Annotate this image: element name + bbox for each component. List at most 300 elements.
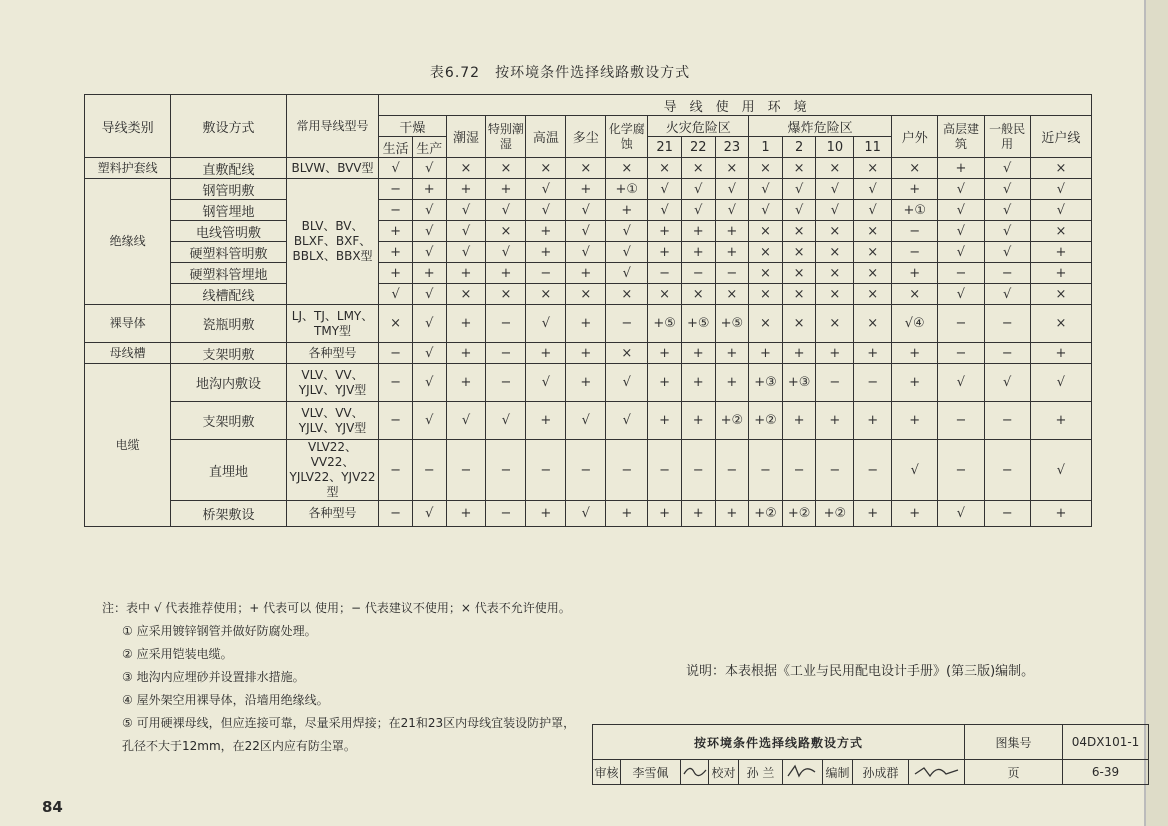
header-dusty: 多尘	[566, 116, 606, 158]
suitability-cell: √④	[892, 305, 938, 343]
header-zone: 2	[782, 137, 816, 158]
laying-method-cell: 直埋地	[171, 440, 287, 501]
suitability-cell: +⑤	[681, 305, 715, 343]
suitability-cell: √	[854, 200, 892, 221]
suitability-cell: √	[681, 179, 715, 200]
table-row	[85, 179, 1092, 200]
suitability-cell: +	[715, 242, 749, 263]
editor-signature	[909, 760, 965, 785]
suitability-cell: −	[526, 440, 566, 501]
table-row	[85, 402, 1092, 440]
suitability-cell: −	[606, 305, 648, 343]
suitability-cell: +	[648, 501, 682, 527]
suitability-cell: √	[379, 158, 413, 179]
suitability-cell: +	[566, 179, 606, 200]
conductor-model: BLVW、BVV型	[286, 158, 378, 179]
suitability-cell: √	[984, 158, 1030, 179]
header-laying-method: 敷设方式	[171, 95, 287, 158]
suitability-cell: √	[606, 364, 648, 402]
suitability-cell: ×	[648, 284, 682, 305]
suitability-cell: −	[984, 343, 1030, 364]
suitability-cell: +	[892, 343, 938, 364]
laying-method-cell: 直敷配线	[171, 158, 287, 179]
suitability-cell: −	[379, 402, 413, 440]
suitability-cell: √	[892, 440, 938, 501]
suitability-cell: √	[606, 263, 648, 284]
suitability-cell: ×	[486, 284, 526, 305]
notes-block	[102, 597, 575, 758]
suitability-cell: ×	[782, 242, 816, 263]
suitability-cell: −	[379, 364, 413, 402]
suitability-cell: −	[486, 440, 526, 501]
header-living: 生活	[379, 137, 413, 158]
suitability-cell: +	[892, 364, 938, 402]
table-row	[85, 221, 1092, 242]
note-legend: 注：表中 √ 代表推荐使用；+ 代表可以 使用；− 代表建议不使用；× 代表不允许使用。	[102, 601, 571, 615]
suitability-cell: +	[681, 221, 715, 242]
suitability-cell: √	[681, 200, 715, 221]
suitability-cell: +	[715, 221, 749, 242]
suitability-cell: −	[379, 179, 413, 200]
suitability-cell: √	[816, 200, 854, 221]
suitability-cell: +	[446, 343, 486, 364]
header-service-line: 近户线	[1030, 116, 1091, 158]
header-zone: 22	[681, 137, 715, 158]
reviewer-signature	[681, 760, 709, 785]
atlas-number: 04DX101-1	[1063, 725, 1149, 760]
suitability-cell: √	[816, 179, 854, 200]
suitability-cell: √	[412, 284, 446, 305]
suitability-cell: ×	[782, 284, 816, 305]
suitability-cell: ×	[1030, 158, 1091, 179]
suitability-cell: ×	[1030, 284, 1091, 305]
suitability-cell: +	[606, 200, 648, 221]
suitability-cell: +	[379, 221, 413, 242]
suitability-cell: −	[938, 305, 984, 343]
suitability-cell: +	[526, 242, 566, 263]
binding-edge	[1144, 0, 1168, 826]
suitability-cell: √	[606, 242, 648, 263]
suitability-cell: ×	[749, 221, 783, 242]
suitability-cell: √	[984, 179, 1030, 200]
suitability-cell: +	[1030, 242, 1091, 263]
header-zone: 21	[648, 137, 682, 158]
suitability-cell: ×	[749, 263, 783, 284]
suitability-cell: +	[892, 179, 938, 200]
suitability-cell: +	[446, 263, 486, 284]
conductor-model: VLV、VV、YJLV、YJV型	[286, 364, 378, 402]
header-production: 生产	[412, 137, 446, 158]
suitability-cell: √	[526, 179, 566, 200]
wiring-method-table	[84, 94, 1092, 527]
conductor-group: 电缆	[85, 364, 171, 527]
suitability-cell: √	[1030, 200, 1091, 221]
checker-signature	[783, 760, 823, 785]
suitability-cell: ×	[566, 158, 606, 179]
header-common-model: 常用导线型号	[286, 95, 378, 158]
suitability-cell: +	[892, 501, 938, 527]
suitability-cell: +	[1030, 343, 1091, 364]
suitability-cell: +	[648, 402, 682, 440]
laying-method-cell: 硬塑料管埋地	[171, 263, 287, 284]
suitability-cell: −	[486, 305, 526, 343]
suitability-cell: +	[379, 242, 413, 263]
suitability-cell: √	[938, 200, 984, 221]
book-page-number: 84	[42, 798, 63, 816]
laying-method-cell: 硬塑料管明敷	[171, 242, 287, 263]
conductor-model: BLV、BV、BLXF、BXF、BBLX、BBX型	[286, 179, 378, 305]
editor-name: 孙成群	[853, 760, 909, 785]
suitability-cell: −	[486, 364, 526, 402]
header-conductor-type: 导线类别	[85, 95, 171, 158]
table-row	[85, 501, 1092, 527]
suitability-cell: +	[782, 343, 816, 364]
table-row	[85, 440, 1092, 501]
table-row	[85, 343, 1092, 364]
suitability-cell: +	[446, 501, 486, 527]
laying-method-cell: 线槽配线	[171, 284, 287, 305]
suitability-cell: √	[566, 221, 606, 242]
conductor-model: 各种型号	[286, 343, 378, 364]
conductor-group: 母线槽	[85, 343, 171, 364]
suitability-cell: √	[938, 284, 984, 305]
suitability-cell: √	[379, 284, 413, 305]
suitability-cell: +	[892, 402, 938, 440]
suitability-cell: −	[892, 221, 938, 242]
suitability-cell: +⑤	[715, 305, 749, 343]
suitability-cell: ×	[715, 284, 749, 305]
table-row	[85, 284, 1092, 305]
suitability-cell: −	[486, 501, 526, 527]
suitability-cell: √	[1030, 440, 1091, 501]
suitability-cell: −	[606, 440, 648, 501]
conductor-group: 裸导体	[85, 305, 171, 343]
header-special-humid: 特别潮湿	[486, 116, 526, 158]
conductor-group: 塑料护套线	[85, 158, 171, 179]
suitability-cell: +	[412, 179, 446, 200]
suitability-cell: √	[526, 305, 566, 343]
suitability-cell: ×	[379, 305, 413, 343]
suitability-cell: √	[749, 200, 783, 221]
suitability-cell: −	[984, 402, 1030, 440]
suitability-cell: √	[566, 501, 606, 527]
laying-method-cell: 支架明敷	[171, 402, 287, 440]
suitability-cell: +	[446, 305, 486, 343]
suitability-cell: √	[446, 402, 486, 440]
suitability-cell: √	[938, 364, 984, 402]
suitability-cell: −	[681, 263, 715, 284]
suitability-cell: −	[526, 263, 566, 284]
header-outdoor: 户外	[892, 116, 938, 158]
header-corrosive: 化学腐蚀	[606, 116, 648, 158]
suitability-cell: √	[938, 179, 984, 200]
suitability-cell: −	[681, 440, 715, 501]
suitability-cell: ×	[566, 284, 606, 305]
suitability-cell: √	[412, 501, 446, 527]
suitability-cell: ×	[486, 221, 526, 242]
suitability-cell: +	[681, 242, 715, 263]
suitability-cell: +	[715, 501, 749, 527]
review-label: 审核	[593, 760, 621, 785]
table-body	[85, 158, 1092, 527]
suitability-cell: −	[379, 343, 413, 364]
laying-method-cell: 瓷瓶明敷	[171, 305, 287, 343]
suitability-cell: +	[749, 343, 783, 364]
suitability-cell: √	[412, 402, 446, 440]
laying-method-cell: 桥架敷设	[171, 501, 287, 527]
suitability-cell: +②	[749, 501, 783, 527]
suitability-cell: √	[984, 200, 1030, 221]
header-zone: 10	[816, 137, 854, 158]
suitability-cell: √	[566, 242, 606, 263]
atlas-label: 图集号	[965, 725, 1063, 760]
suitability-cell: √	[566, 402, 606, 440]
suitability-cell: √	[412, 364, 446, 402]
suitability-cell: ×	[854, 221, 892, 242]
table-row	[85, 263, 1092, 284]
suitability-cell: −	[749, 440, 783, 501]
suitability-cell: −	[816, 364, 854, 402]
suitability-cell: ×	[816, 158, 854, 179]
suitability-cell: −	[892, 242, 938, 263]
suitability-cell: √	[412, 305, 446, 343]
suitability-cell: +	[566, 364, 606, 402]
suitability-cell: ×	[486, 158, 526, 179]
header-zone: 11	[854, 137, 892, 158]
suitability-cell: ×	[606, 343, 648, 364]
suitability-cell: √	[606, 221, 648, 242]
suitability-cell: −	[486, 343, 526, 364]
suitability-cell: √	[526, 364, 566, 402]
suitability-cell: +	[681, 364, 715, 402]
suitability-cell: −	[984, 501, 1030, 527]
suitability-cell: +	[816, 402, 854, 440]
suitability-cell: ×	[782, 263, 816, 284]
note-item: 孔径不大于12mm，在22区内应有防尘罩。	[122, 739, 356, 753]
suitability-cell: √	[486, 402, 526, 440]
suitability-cell: √	[648, 200, 682, 221]
note-item: ④ 屋外架空用裸导体，沿墙用绝缘线。	[122, 693, 329, 707]
suitability-cell: ×	[782, 221, 816, 242]
suitability-cell: +	[486, 263, 526, 284]
edit-label: 编制	[823, 760, 853, 785]
suitability-cell: ×	[854, 263, 892, 284]
suitability-cell: √	[715, 179, 749, 200]
suitability-cell: −	[782, 440, 816, 501]
title-block	[592, 724, 1149, 785]
suitability-cell: √	[486, 242, 526, 263]
suitability-cell: +	[715, 364, 749, 402]
suitability-cell: √	[715, 200, 749, 221]
suitability-cell: √	[412, 200, 446, 221]
suitability-cell: −	[412, 440, 446, 501]
header-humid: 潮湿	[446, 116, 486, 158]
suitability-cell: √	[446, 242, 486, 263]
suitability-cell: −	[854, 364, 892, 402]
suitability-cell: +	[379, 263, 413, 284]
suitability-cell: √	[566, 200, 606, 221]
suitability-cell: +	[526, 343, 566, 364]
suitability-cell: −	[379, 200, 413, 221]
suitability-cell: +	[1030, 263, 1091, 284]
suitability-cell: ×	[749, 305, 783, 343]
signature-mark	[912, 762, 962, 780]
suitability-cell: +①	[892, 200, 938, 221]
suitability-cell: √	[938, 242, 984, 263]
header-zone: 1	[749, 137, 783, 158]
suitability-cell: +	[526, 501, 566, 527]
suitability-cell: √	[446, 221, 486, 242]
note-item: ① 应采用镀锌钢管并做好防腐处理。	[122, 624, 317, 638]
suitability-cell: +②	[782, 501, 816, 527]
suitability-cell: +	[1030, 501, 1091, 527]
header-high-rise: 高层建筑	[938, 116, 984, 158]
suitability-cell: +	[566, 305, 606, 343]
suitability-cell: +	[486, 179, 526, 200]
suitability-cell: √	[984, 364, 1030, 402]
suitability-cell: ×	[892, 284, 938, 305]
suitability-cell: ×	[1030, 305, 1091, 343]
suitability-cell: +③	[749, 364, 783, 402]
suitability-cell: √	[1030, 364, 1091, 402]
suitability-cell: −	[648, 440, 682, 501]
suitability-cell: √	[1030, 179, 1091, 200]
suitability-cell: +	[566, 263, 606, 284]
suitability-cell: ×	[749, 158, 783, 179]
suitability-cell: ×	[606, 284, 648, 305]
suitability-cell: ×	[854, 284, 892, 305]
suitability-cell: ×	[749, 284, 783, 305]
suitability-cell: ×	[749, 242, 783, 263]
conductor-model: VLV、VV、YJLV、YJV型	[286, 402, 378, 440]
suitability-cell: √	[412, 343, 446, 364]
suitability-cell: +	[526, 402, 566, 440]
conductor-model: VLV22、VV22、YJLV22、YJV22型	[286, 440, 378, 501]
suitability-cell: √	[984, 221, 1030, 242]
laying-method-cell: 电线管明敷	[171, 221, 287, 242]
header-dry: 干燥	[379, 116, 446, 137]
table-row	[85, 200, 1092, 221]
suitability-cell: √	[526, 200, 566, 221]
suitability-cell: +	[854, 343, 892, 364]
suitability-cell: ×	[681, 158, 715, 179]
suitability-cell: +	[938, 158, 984, 179]
suitability-cell: √	[854, 179, 892, 200]
suitability-cell: −	[648, 263, 682, 284]
suitability-cell: ×	[782, 158, 816, 179]
suitability-cell: +	[648, 242, 682, 263]
laying-method-cell: 支架明敷	[171, 343, 287, 364]
header-zone: 23	[715, 137, 749, 158]
suitability-cell: +	[715, 343, 749, 364]
suitability-cell: −	[984, 305, 1030, 343]
header-high-temp: 高温	[526, 116, 566, 158]
suitability-cell: +	[412, 263, 446, 284]
header-environment: 导 线 使 用 环 境	[379, 95, 1092, 116]
suitability-cell: −	[984, 440, 1030, 501]
suitability-cell: ×	[854, 242, 892, 263]
suitability-cell: ×	[526, 158, 566, 179]
note-item: ② 应采用铠装电缆。	[122, 647, 233, 661]
suitability-cell: +	[526, 221, 566, 242]
conductor-model: LJ、TJ、LMY、TMY型	[286, 305, 378, 343]
suitability-cell: +	[606, 501, 648, 527]
table-row	[85, 158, 1092, 179]
conductor-model: 各种型号	[286, 501, 378, 527]
suitability-cell: +	[566, 343, 606, 364]
suitability-cell: +	[1030, 402, 1091, 440]
suitability-cell: √	[984, 242, 1030, 263]
suitability-cell: ×	[816, 305, 854, 343]
suitability-cell: −	[715, 440, 749, 501]
suitability-cell: ×	[715, 158, 749, 179]
signature-mark	[682, 762, 708, 780]
laying-method-cell: 钢管明敷	[171, 179, 287, 200]
suitability-cell: √	[938, 501, 984, 527]
suitability-cell: √	[412, 158, 446, 179]
suitability-cell: ×	[782, 305, 816, 343]
suitability-cell: √	[782, 200, 816, 221]
suitability-cell: ×	[816, 284, 854, 305]
laying-method-cell: 地沟内敷设	[171, 364, 287, 402]
header-explosion-zone: 爆炸危险区	[749, 116, 892, 137]
suitability-cell: +	[854, 402, 892, 440]
suitability-cell: −	[379, 440, 413, 501]
suitability-cell: −	[816, 440, 854, 501]
suitability-cell: −	[938, 263, 984, 284]
header-fire-zone: 火灾危险区	[648, 116, 749, 137]
suitability-cell: −	[984, 263, 1030, 284]
suitability-cell: +⑤	[648, 305, 682, 343]
suitability-cell: +	[446, 364, 486, 402]
signature-mark	[785, 762, 821, 780]
table-row	[85, 305, 1092, 343]
suitability-cell: +②	[715, 402, 749, 440]
suitability-cell: +	[648, 364, 682, 402]
suitability-cell: ×	[816, 263, 854, 284]
laying-method-cell: 钢管埋地	[171, 200, 287, 221]
remark-text: 说明：本表根据《工业与民用配电设计手册》(第三版)编制。	[686, 664, 1035, 679]
suitability-cell: √	[486, 200, 526, 221]
suitability-cell: +	[446, 179, 486, 200]
suitability-cell: +②	[816, 501, 854, 527]
note-item: ③ 地沟内应埋砂并设置排水措施。	[122, 670, 305, 684]
suitability-cell: √	[606, 402, 648, 440]
suitability-cell: −	[566, 440, 606, 501]
suitability-cell: ×	[446, 158, 486, 179]
suitability-cell: +	[892, 263, 938, 284]
reviewer-name: 李雪佩	[621, 760, 681, 785]
suitability-cell: ×	[892, 158, 938, 179]
suitability-cell: √	[984, 284, 1030, 305]
suitability-cell: √	[648, 179, 682, 200]
suitability-cell: √	[749, 179, 783, 200]
header-civil: 一般民用	[984, 116, 1030, 158]
suitability-cell: √	[412, 242, 446, 263]
suitability-cell: √	[446, 200, 486, 221]
check-label: 校对	[709, 760, 739, 785]
suitability-cell: −	[854, 440, 892, 501]
suitability-cell: ×	[606, 158, 648, 179]
suitability-cell: ×	[446, 284, 486, 305]
suitability-cell: +	[648, 343, 682, 364]
suitability-cell: +	[648, 221, 682, 242]
suitability-cell: −	[938, 402, 984, 440]
suitability-cell: −	[938, 440, 984, 501]
suitability-cell: ×	[526, 284, 566, 305]
suitability-cell: ×	[648, 158, 682, 179]
suitability-cell: +	[854, 501, 892, 527]
